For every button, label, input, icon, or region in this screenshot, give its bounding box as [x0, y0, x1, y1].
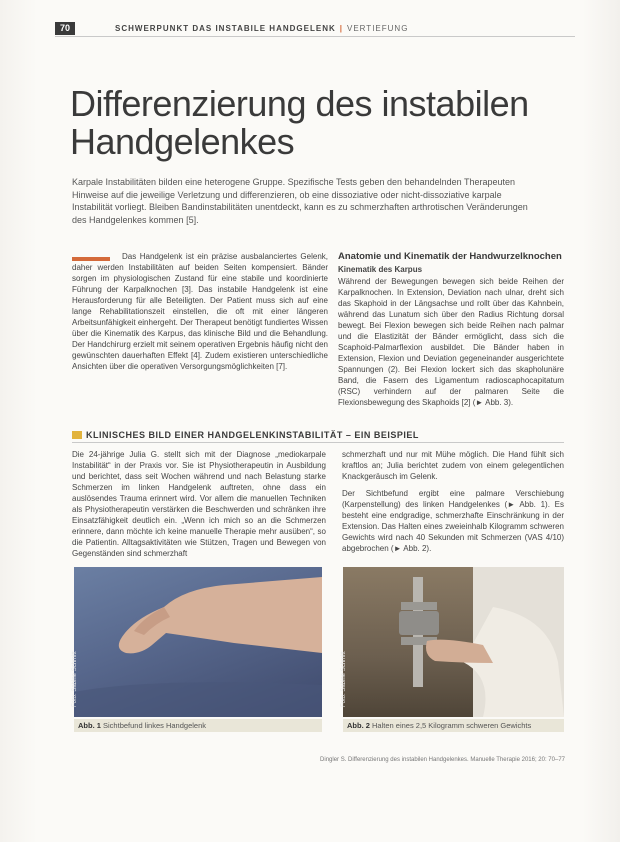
section-label: [115, 23, 408, 34]
case-box-icon: [72, 431, 82, 439]
figure-1-photo: [74, 567, 322, 717]
figure-1-caption: [74, 719, 322, 732]
figure-2-illustration: [343, 567, 564, 717]
body-text-right: Während der Bewegungen bewegen sich beide Reihen der Karpalknochen. In Extension, Deviation nach ulnar, dreht sich das Skaphoid in der Längsachse und rollt über das Kahnbein, während das Lunatum sich über den Radius Richtung dorsal bewegt. Bei Flexion bewegen sich beide Reihen nach palmar und die Elastizität der Bänder ermöglicht, dass sich die Scaphoid-Palmarflexion ausbildet. Die Bänder haben in Extension, Flexion und Deviation gegeneinander ausgerichtete Spannungen (2). Bei Flexion lockert sich das skapholunäre Band, die Fasern des Ligamentum radioscaphocapitatum (RSC) verhindern auf der palmaren Seite die Flexionsbewegung des Skaphoids [2] (► Abb. 3).: [338, 277, 564, 407]
figure-2-label: Abb. 2: [347, 721, 370, 730]
figure-1-label: Abb. 1: [78, 721, 101, 730]
subsection-title: VERTIEFUNG: [347, 24, 409, 33]
body-column-right: [338, 251, 564, 408]
case-text-right: [342, 449, 564, 554]
case-text-left: Die 24-jährige Julia G. stellt sich mit der Diagnose „mediokarpale Instabilität“ in der Praxis vor. Sie ist Physiotherapeutin in Ausbildung und berichtet, dass seit Wochen während und nach Belastung starke Schmerzen im linken Handgelenk auftreten, ohne dass ein auslösendes Trauma erinnert wird. Vor allem die manuellen Techniken als Physiotherapeutin verstärken die Beschwerden und schränken ihre Einsatzfähigkeit deutlich ein. „Wenn ich mich so an die Schmerzen erinnere, dann möchte ich keine manuelle Therapie mehr ausüben“, so die Patientin. Alltagsaktivitäten wie Stützen, Tragen und Bewegen von Gegenständen sind schmerzhaft: [72, 450, 326, 558]
figure-1-credit: Foto: Sabine Schmitt: [72, 651, 78, 707]
case-box-header: [72, 430, 564, 443]
figure-2-caption-text: Halten eines 2,5 Kilogramm schweren Gewichts: [372, 721, 532, 730]
article-title: Differenzierung des instabilen Handgelenkes: [70, 83, 529, 162]
header-divider: |: [339, 24, 343, 33]
section-heading: Anatomie und Kinematik der Handwurzelknochen: [338, 251, 562, 262]
figure-1-illustration: [74, 567, 322, 717]
running-header: [55, 22, 575, 37]
case-text-right-part1: schmerzhaft und nur mit Mühe möglich. Die Hand fühlt sich kraftlos an; Julia berichtet zudem von einem gelegentlichen Knackgeräusch im Gelenk.: [342, 450, 564, 481]
section-subheading: Kinematik des Karpus: [338, 265, 423, 274]
case-text-right-part2: Der Sichtbefund ergibt eine palmare Verschiebung (Karpenstellung) des linken Handgelenkes (► Abb. 1). Es besteht eine endgradige, schmerzhafte Einschränkung in der Extension. Das Halten eines zweieinhalb Kilogramm schweren Gewichts wird nach 40 Sekunden mit Schmerzen (VAS 4/10) abgebrochen (► Abb. 2).: [342, 489, 564, 553]
citation-footer: Dingler S. Differenzierung des instabilen Handgelenkes. Manuelle Therapie 2016; 20: 70–77: [320, 757, 565, 763]
figure-2-photo: [343, 567, 564, 717]
body-column-left: [72, 251, 328, 372]
article-lead: Karpale Instabilitäten bilden eine heterogene Gruppe. Spezifische Tests geben den behandelnden Therapeuten Hinweise auf die jeweilige Verletzung und differenzieren, ob eine dissoziative oder nicht-dissoziative karpale Instabilität vorliegt. Bleiben Bandinstabilitäten unentdeckt, kann es zu schmerzhaften arthrotischen Veränderungen des Handgelenkes kommen [5].: [72, 177, 528, 225]
figure-2-caption: [343, 719, 564, 732]
figure-1-caption-text: Sichtbefund linkes Handgelenk: [103, 721, 207, 730]
section-title: SCHWERPUNKT DAS INSTABILE HANDGELENK: [115, 24, 336, 33]
page-number: 70: [55, 22, 75, 35]
body-text-left: Das Handgelenk ist ein präzise ausbalanciertes Gelenk, daher werden Instabilitäten auf beiden Seiten kompensiert. Bänder sorgen im physiologischen Zustand für eine stabile und koordinierte Führung der Karpalknochen [3]. Das instabile Handgelenk ist eine Herausforderung für alle Beteiligten. Der Patient muss sich auf eine lange Rehabilitationszeit einstellen, die oft mit einer längeren Arbeitsunfähigkeit einhergeht. Der Therapeut benötigt fundiertes Wissen über die Kinematik des Karpus, das klinische Bild und die Behandlung. Der Handchirurg erzielt mit seinem operativen Ergebnis häufig nicht den gewünschten dauerhaften Effekt [4]. Zudem existieren unterschiedliche Ansichten über die operativen Versorgungsmöglichkeiten [7].: [72, 252, 329, 371]
case-box-title: KLINISCHES BILD EINER HANDGELENKINSTABILITÄT – EIN BEISPIEL: [86, 430, 419, 440]
figure-2-credit: Foto: Sabine Schmitt: [341, 651, 347, 707]
